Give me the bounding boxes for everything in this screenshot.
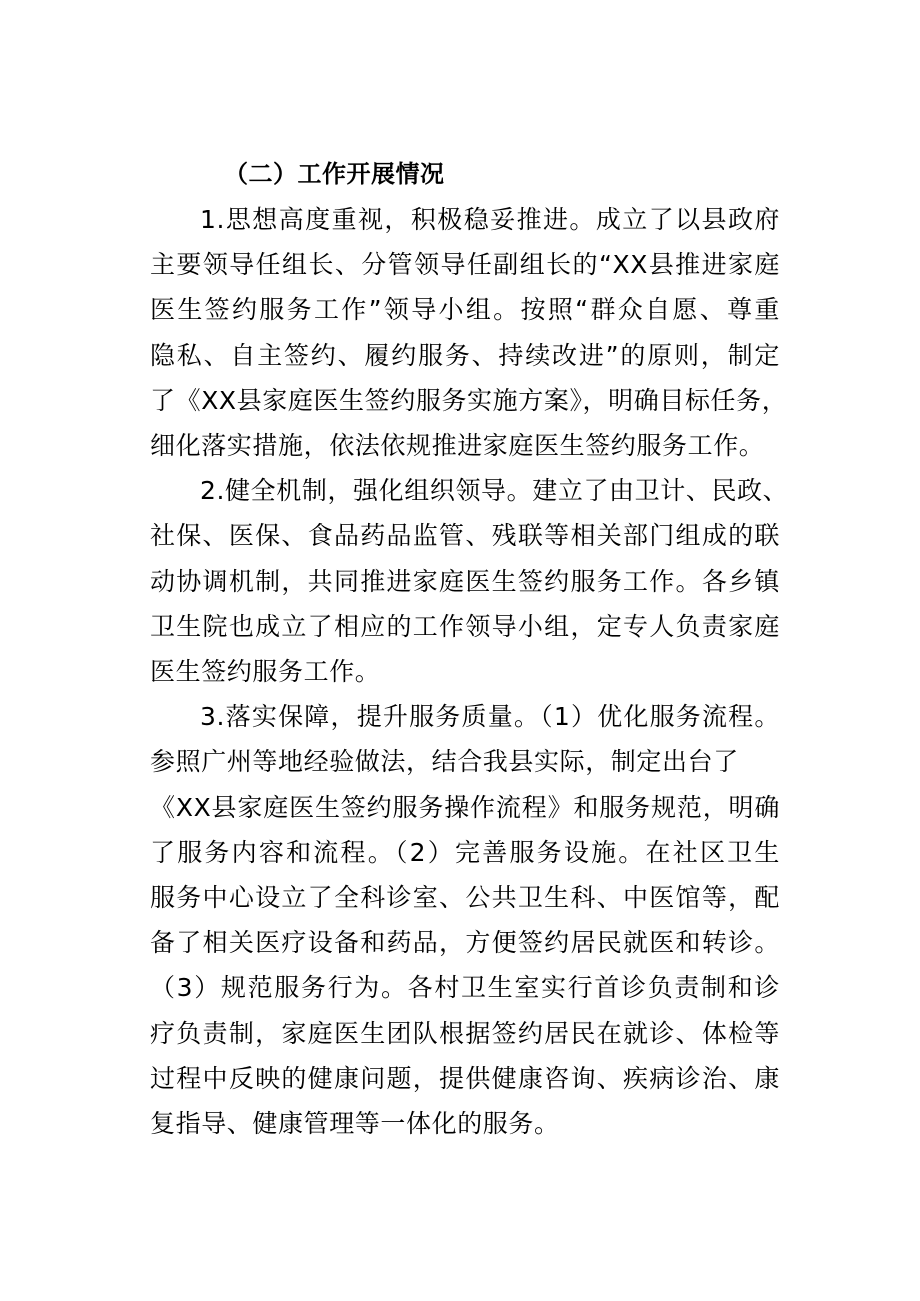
paragraph-line: 备了相关医疗设备和药品，方便签约居民就医和转诊。 (150, 928, 780, 958)
paragraph-line: 3.落实保障，提升服务质量。（1）优化服务流程。 (200, 702, 780, 732)
paragraph-line: 医生签约服务工作。 (150, 657, 381, 687)
paragraph-line: 1.思想高度重视，积极稳妥推进。成立了以县政府 (200, 205, 780, 234)
paragraph-line: 医生签约服务工作”领导小组。按照“群众自愿、尊重 (150, 295, 780, 325)
paragraph-line: 参照广州等地经验做法，结合我县实际，制定出台了 (150, 747, 739, 777)
paragraph-line: 隐私、自主签约、履约服务、持续改进”的原则，制定 (150, 340, 780, 370)
document-body (150, 152, 789, 1146)
paragraph-line: 复指导、健康管理等一体化的服务。 (150, 1109, 560, 1139)
section-heading: （二）工作开展情况 (224, 160, 445, 188)
paragraph-line: 主要领导任组长、分管领导任副组长的“XX县推进家庭 (150, 250, 780, 280)
paragraph-line: 动协调机制，共同推进家庭医生签约服务工作。各乡镇 (150, 566, 780, 596)
paragraph-3 (150, 694, 780, 1146)
paragraph-line: 2.健全机制，强化组织领导。建立了由卫计、民政、 (200, 476, 789, 506)
paragraph-line: 细化落实措施，依法依规推进家庭医生签约服务工作。 (150, 431, 765, 461)
paragraph-line: 疗负责制，家庭医生团队根据签约居民在就诊、体检等 (150, 1018, 780, 1048)
paragraph-line: 服务中心设立了全科诊室、公共卫生科、中医馆等，配 (150, 883, 780, 913)
paragraph-line: 了服务内容和流程。（2）完善服务设施。在社区卫生 (150, 837, 780, 867)
paragraph-line: 社保、医保、食品药品监管、残联等相关部门组成的联 (150, 521, 780, 551)
paragraph-line: 《XX县家庭医生签约服务操作流程》和服务规范，明确 (150, 792, 780, 822)
paragraph-1 (150, 197, 788, 468)
paragraph-line: 过程中反映的健康问题，提供健康咨询、疾病诊治、康 (150, 1063, 780, 1093)
paragraph-line: 卫生院也成立了相应的工作领导小组，定专人负责家庭 (150, 611, 780, 641)
paragraph-2 (150, 468, 789, 694)
paragraph-line: 了《XX县家庭医生签约服务实施方案》，明确目标任务， (150, 385, 788, 415)
paragraph-line: （3）规范服务行为。各村卫生室实行首诊负责制和诊 (150, 973, 780, 1003)
